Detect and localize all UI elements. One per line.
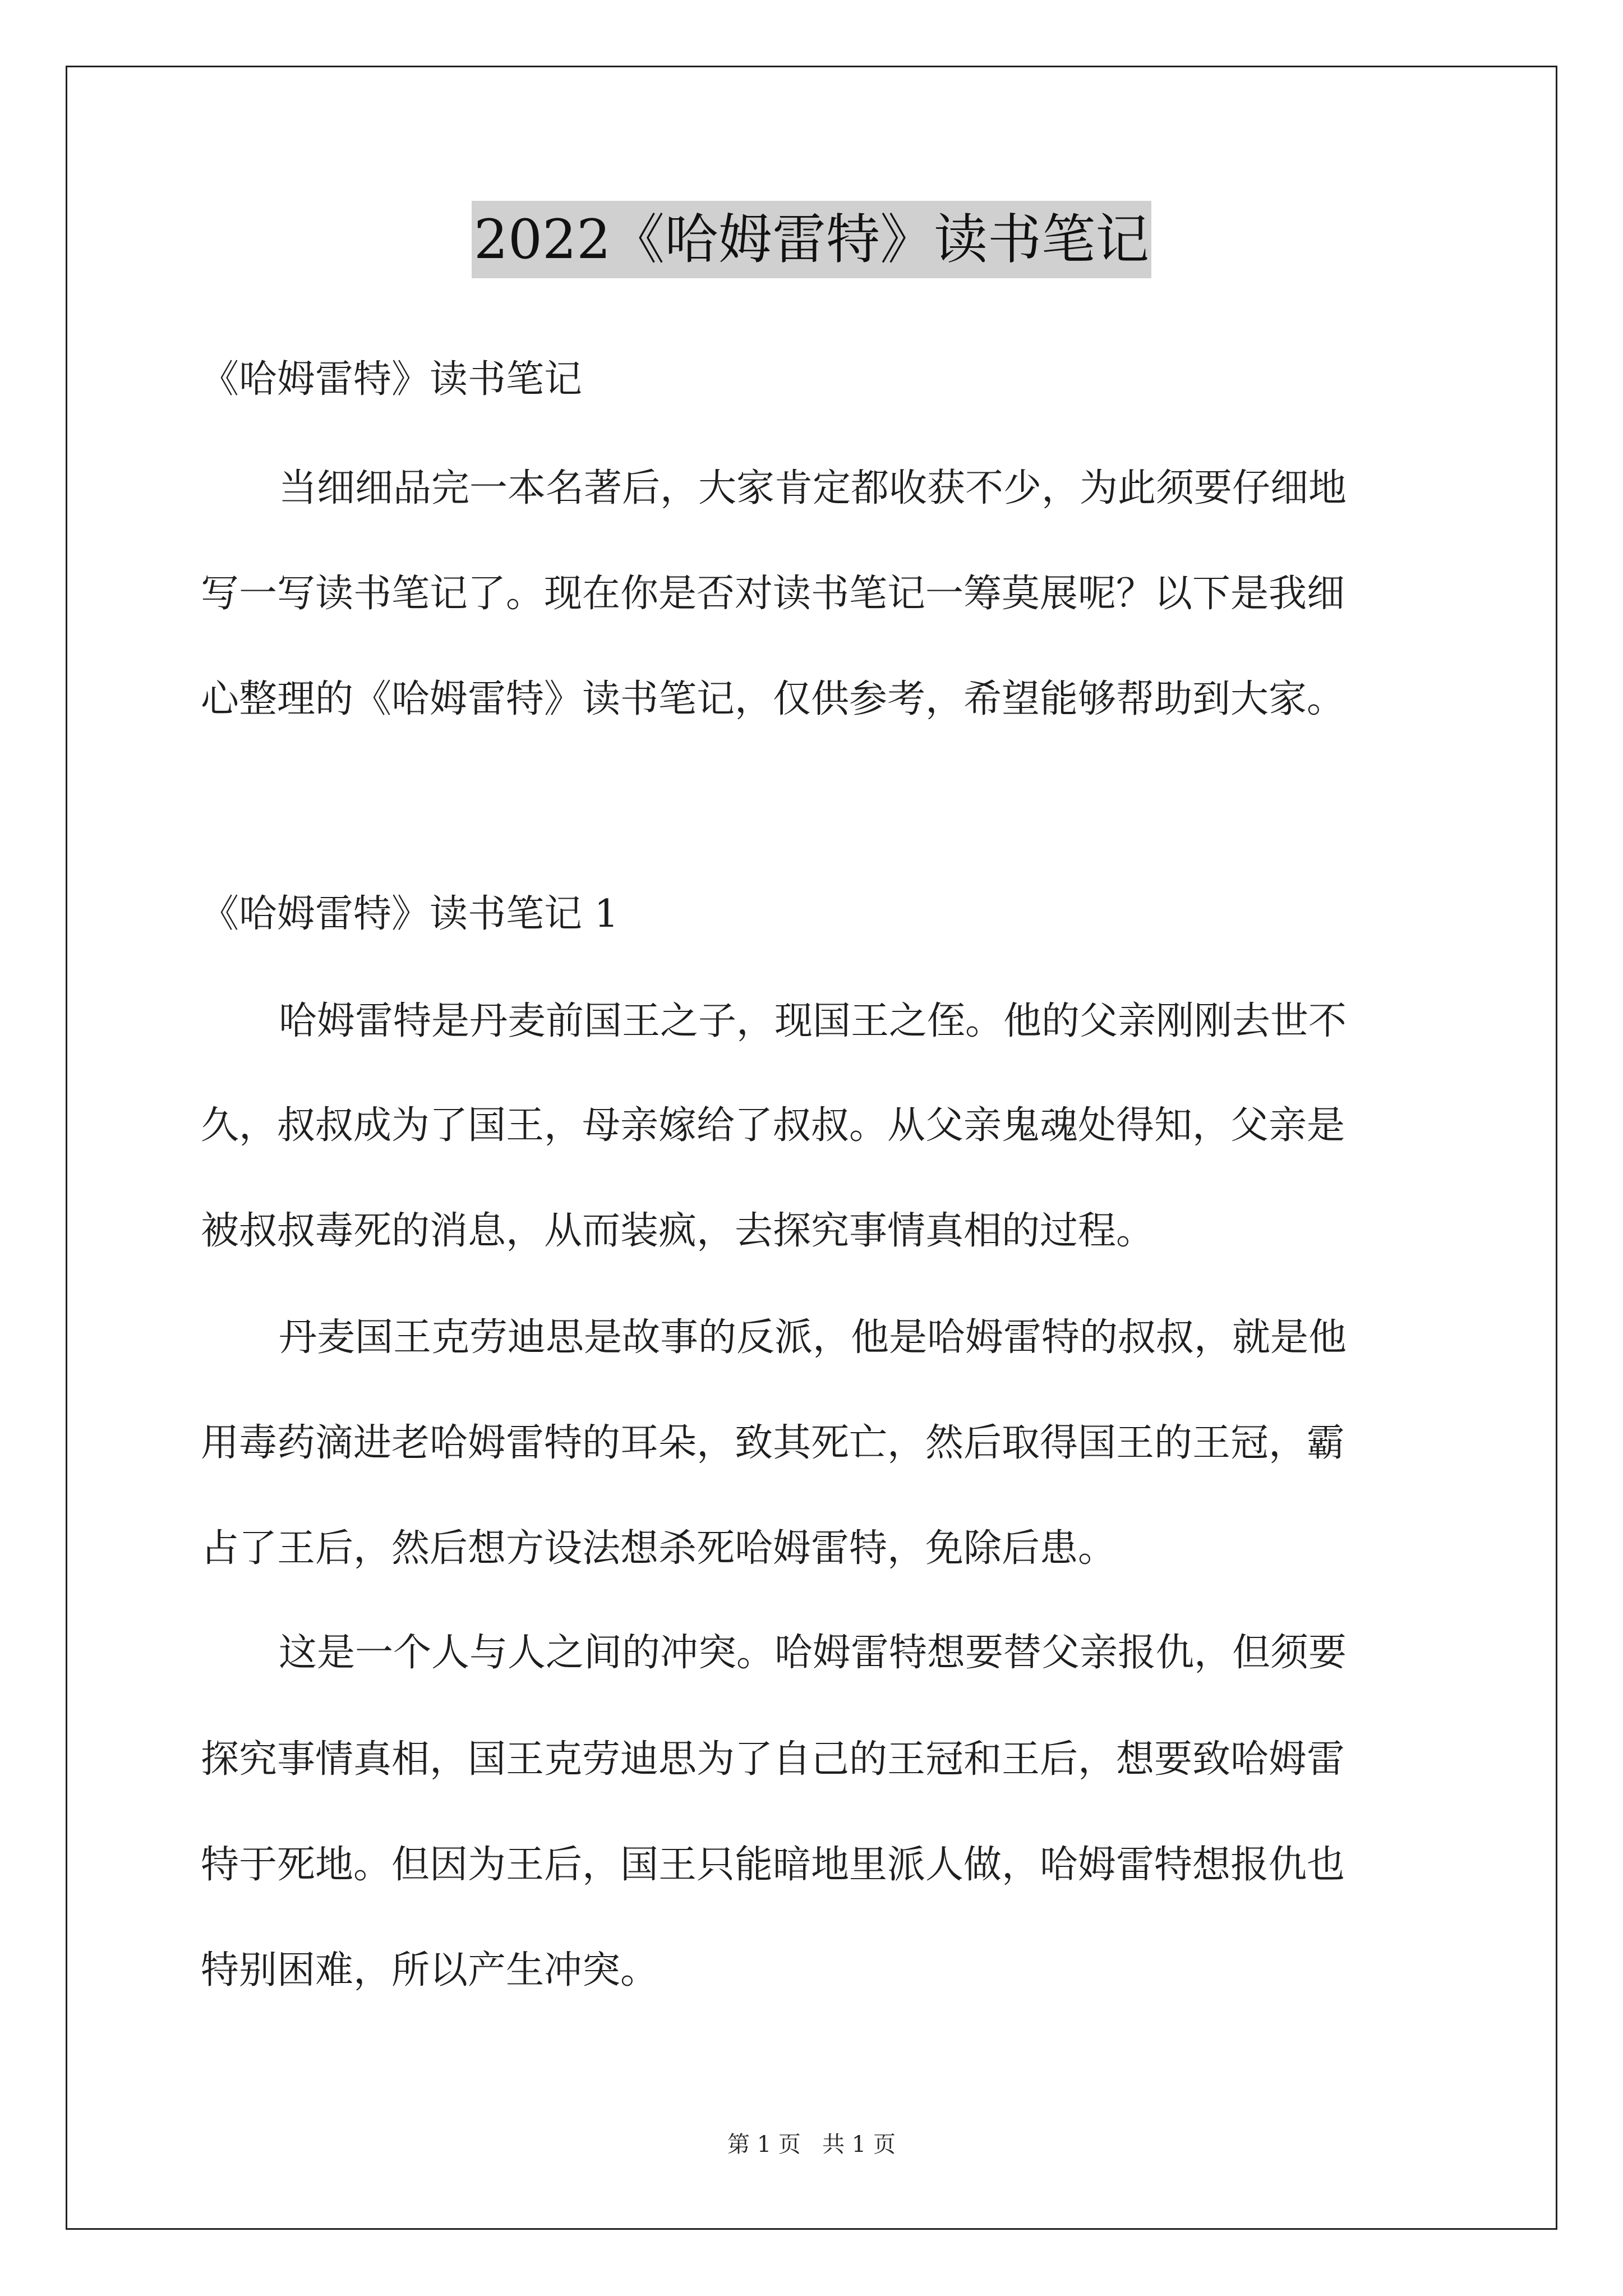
intro-line-1: 当细细品完一本名著后，大家肯定都收获不少，为此须要仔细地 [279,466,1347,510]
page-footer: 第 1 页 共 1 页 [727,2132,896,2157]
intro-line-2: 写一写读书笔记了。现在你是否对读书笔记一筹莫展呢？以下是我细 [201,572,1345,616]
section-1-paragraph-3-line-2: 探究事情真相，国王克劳迪思为了自己的王冠和王后，想要致哈姆雷 [201,1737,1345,1782]
section-1-paragraph-1-line-3: 被叔叔毒死的消息，从而装疯，去探究事情真相的过程。 [201,1209,1155,1253]
document-title: 2022《哈姆雷特》读书笔记 [472,201,1151,278]
section-1-paragraph-1-line-1: 哈姆雷特是丹麦前国王之子，现国王之侄。他的父亲刚刚去世不 [279,999,1347,1043]
section-1-paragraph-2-line-3: 占了王后，然后想方设法想杀死哈姆雷特，免除后患。 [201,1526,1117,1571]
section-1-paragraph-2-line-2: 用毒药滴进老哈姆雷特的耳朵，致其死亡，然后取得国王的王冠，霸 [201,1421,1345,1465]
section-1-paragraph-3-line-1: 这是一个人与人之间的冲突。哈姆雷特想要替父亲报仇，但须要 [279,1631,1347,1675]
intro-line-3: 心整理的《哈姆雷特》读书笔记，仅供参考，希望能够帮助到大家。 [201,677,1345,721]
document-subtitle: 《哈姆雷特》读书笔记 [201,357,583,402]
title-container [0,201,1623,278]
section-1-paragraph-3-line-3: 特于死地。但因为王后，国王只能暗地里派人做，哈姆雷特想报仇也 [201,1843,1345,1887]
section-1-heading: 《哈姆雷特》读书笔记 1 [201,892,619,936]
section-1-paragraph-1-line-2: 久，叔叔成为了国王，母亲嫁给了叔叔。从父亲鬼魂处得知，父亲是 [201,1103,1345,1148]
section-1-paragraph-2-line-1: 丹麦国王克劳迪思是故事的反派，他是哈姆雷特的叔叔，就是他 [279,1315,1347,1360]
section-1-paragraph-3-line-4: 特别困难，所以产生冲突。 [201,1948,659,1993]
